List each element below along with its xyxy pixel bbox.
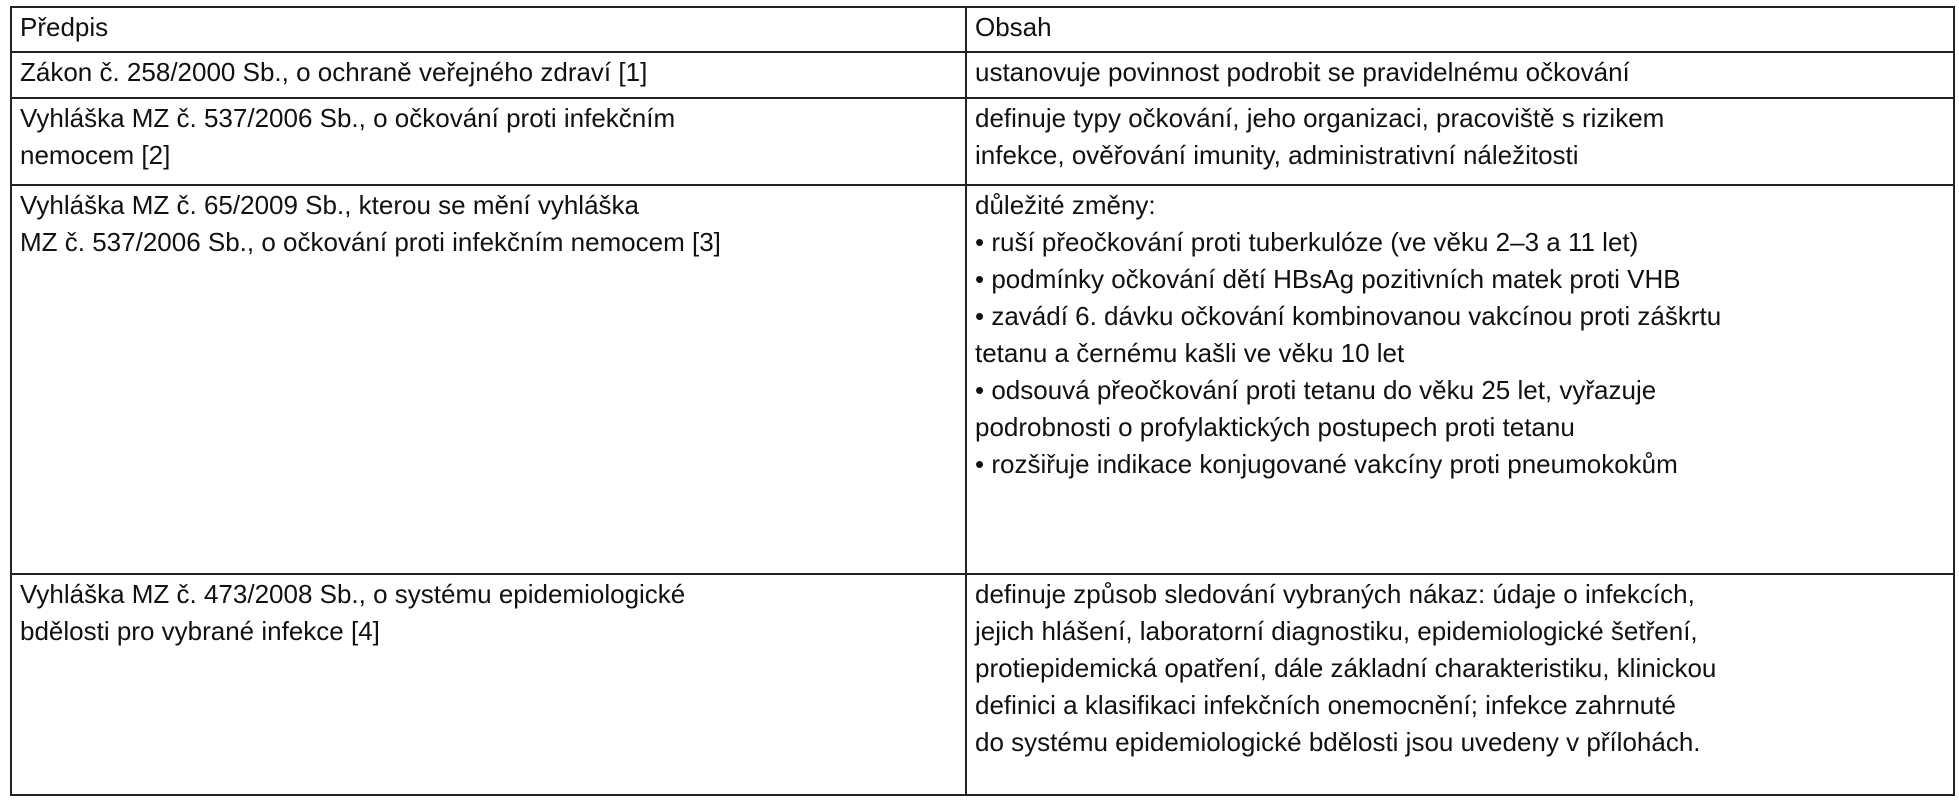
cell-line: Vyhláška MZ č. 473/2008 Sb., o systému epidemiologické bbox=[20, 578, 686, 609]
table-row bbox=[11, 98, 1954, 185]
header-predpis: Předpis bbox=[11, 7, 966, 52]
changes-intro: důležité změny: bbox=[975, 190, 1156, 221]
legislation-table bbox=[10, 6, 1955, 796]
header-obsah: Obsah bbox=[966, 7, 1954, 52]
cell-line: definici a klasifikaci infekčních onemocnění; infekce zahrnuté bbox=[975, 689, 1676, 720]
cell-line: protiepidemická opatření, dále základní charakteristiku, klinickou bbox=[975, 652, 1717, 683]
cell-line: do systému epidemiologické bdělosti jsou uvedeny v přílohách. bbox=[975, 726, 1701, 757]
cell-obsah bbox=[966, 185, 1954, 573]
cell-line: MZ č. 537/2006 Sb., o očkování proti infekčním nemocem [3] bbox=[20, 227, 721, 258]
cell-line: Zákon č. 258/2000 Sb., o ochraně veřejného zdraví [1] bbox=[20, 57, 648, 88]
cell-obsah bbox=[966, 574, 1954, 795]
cell-line: jejich hlášení, laboratorní diagnostiku, epidemiologické šetření, bbox=[975, 615, 1698, 646]
cell-line: definuje typy očkování, jeho organizaci, pracoviště s rizikem bbox=[975, 102, 1665, 133]
cell-predpis bbox=[11, 98, 966, 185]
list-item: • zavádí 6. dávku očkování kombinovanou vakcínou proti záškrtu bbox=[975, 301, 1722, 332]
cell-line: Vyhláška MZ č. 537/2006 Sb., o očkování proti infekčním bbox=[20, 102, 676, 133]
cell-predpis bbox=[11, 52, 966, 97]
cell-line: Vyhláška MZ č. 65/2009 Sb., kterou se mění vyhláška bbox=[20, 190, 639, 221]
cell-predpis bbox=[11, 185, 966, 573]
cell-line: bdělosti pro vybrané infekce [4] bbox=[20, 615, 380, 646]
table-row bbox=[11, 185, 1954, 573]
list-item: • podmínky očkování dětí HBsAg pozitivních matek proti VHB bbox=[975, 264, 1681, 295]
cell-obsah bbox=[966, 98, 1954, 185]
list-item-continuation: podrobnosti o profylaktických postupech proti tetanu bbox=[975, 412, 1575, 443]
list-item: • ruší přeočkování proti tuberkulóze (ve věku 2–3 a 11 let) bbox=[975, 227, 1639, 258]
cell-line: infekce, ověřování imunity, administrativní náležitosti bbox=[975, 139, 1579, 170]
list-item: • rozšiřuje indikace konjugované vakcíny proti pneumokokům bbox=[975, 449, 1678, 480]
table-header-row bbox=[11, 7, 1954, 52]
cell-line: definuje způsob sledování vybraných nákaz: údaje o infekcích, bbox=[975, 578, 1695, 609]
cell-line: ustanovuje povinnost podrobit se pravidelnému očkování bbox=[975, 57, 1630, 88]
table-row bbox=[11, 574, 1954, 795]
list-item-continuation: tetanu a černému kašli ve věku 10 let bbox=[975, 338, 1405, 369]
cell-obsah bbox=[966, 52, 1954, 97]
cell-line: nemocem [2] bbox=[20, 139, 171, 170]
list-item: • odsouvá přeočkování proti tetanu do věku 25 let, vyřazuje bbox=[975, 375, 1657, 406]
table-row bbox=[11, 52, 1954, 97]
cell-predpis bbox=[11, 574, 966, 795]
